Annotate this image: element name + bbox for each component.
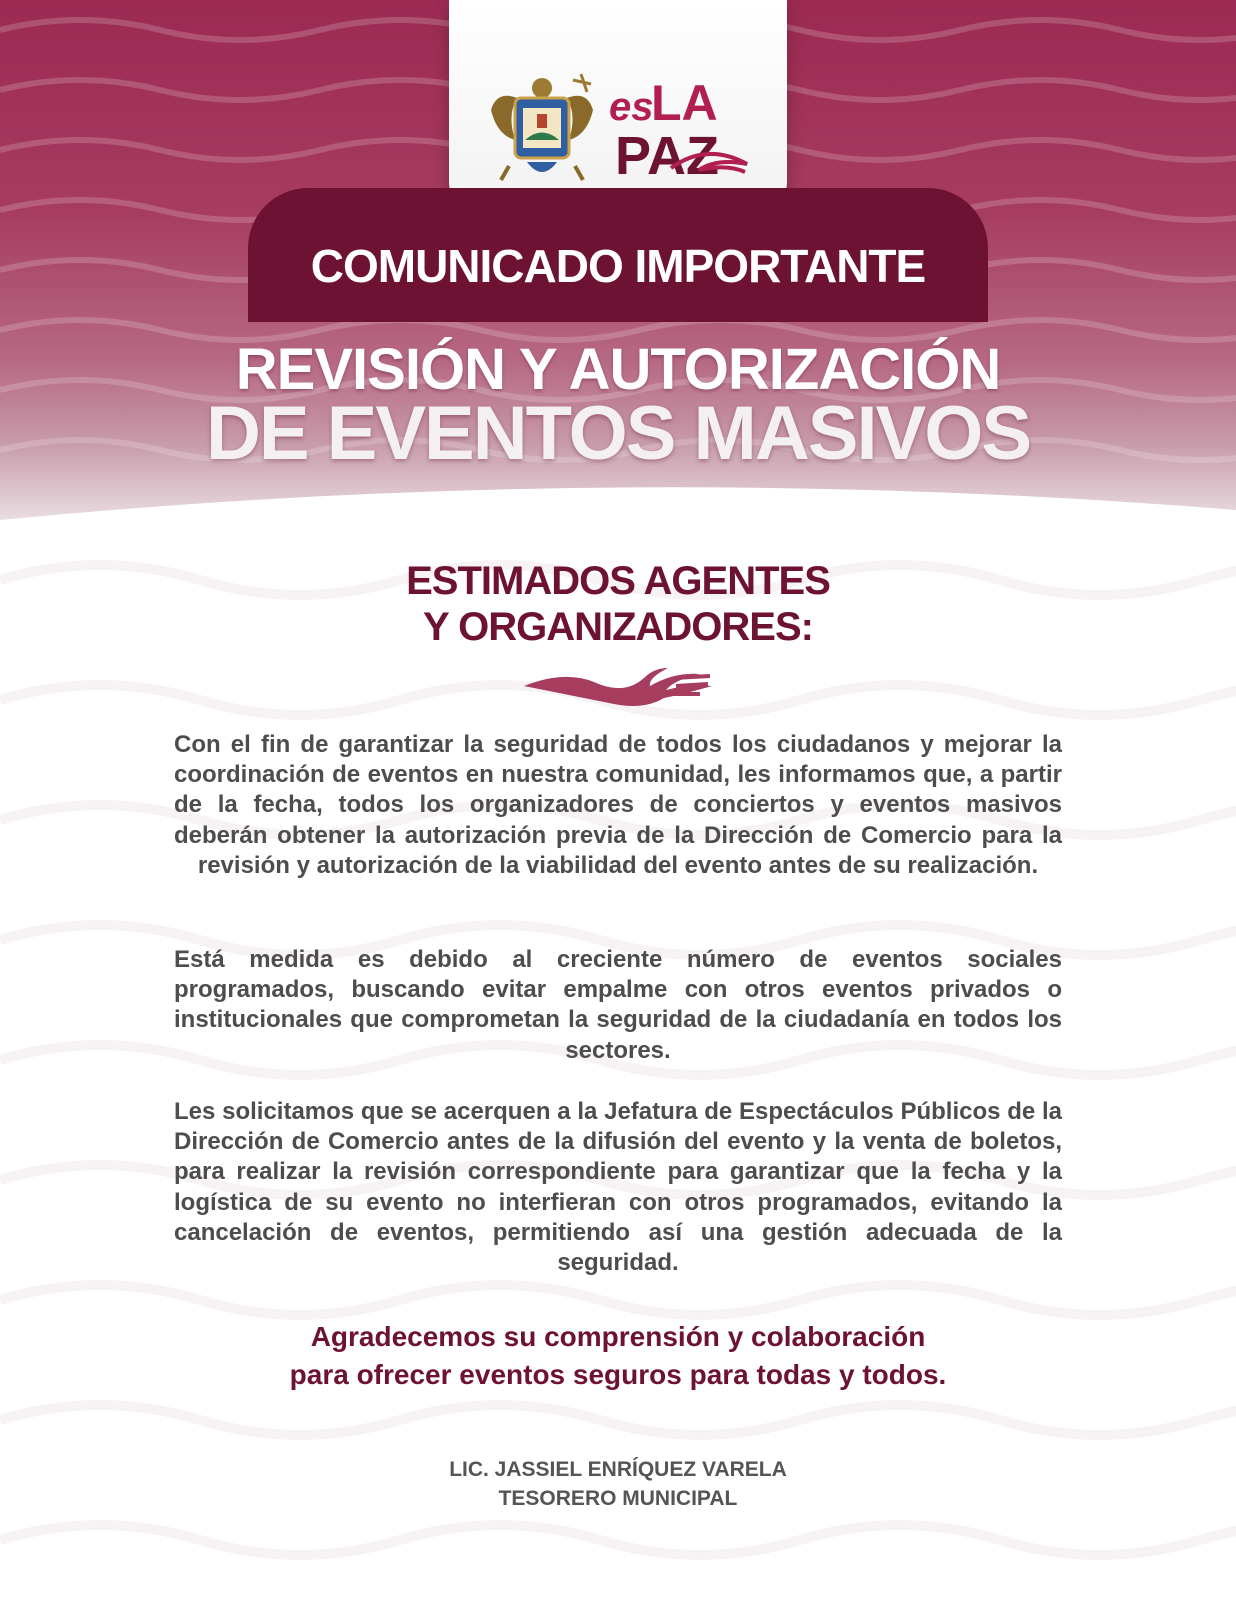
brand-logo [607,68,757,188]
signer-name: LIC. JASSIEL ENRÍQUEZ VARELA [449,1458,787,1481]
thanks-line-1: Agradecemos su comprensión y colaboración [310,1321,926,1352]
brand-logo-prefix: es [609,85,654,129]
paragraph-2: Está medida es debido al creciente número de eventos sociales programados, buscando evitar empalme con otros eventos privados o institucionales que comprometan la seguridad de la ciudadanía en todos los sectores. [174,946,1062,1064]
logo-card [449,0,787,210]
thanks-line-2: para ofrecer eventos seguros para todas y todos. [289,1359,947,1390]
header-bottom-curve [0,470,1236,520]
greeting-line-1: ESTIMADOS AGENTES [406,559,830,603]
thanks-message [0,1318,1236,1394]
title-line-2: DE EVENTOS MASIVOS [205,391,1031,476]
paragraph-3: Les solicitamos que se acerquen a la Jefatura de Espectáculos Públicos de la Dirección de Comercio antes de la difusión del evento y la venta de boletos, para realizar la revisión correspondiente para garantizar que la fecha y la logística de su evento no interfieran con otros programados, evitando la cancelación de eventos, permitiendo así una gestión adecuada de la seguridad. [174,1098,1062,1277]
brand-logo-word2: PAZ [615,126,719,186]
title-line-1: REVISIÓN Y AUTORIZACIÓN [235,337,1001,402]
greeting-heading [0,558,1236,650]
paragraph-1: Con el fin de garantizar la seguridad de todos los ciudadanos y mejorar la coordinación de eventos en nuestra comunidad, les informamos que, a partir de la fecha, todos los organizadores de conciertos y eventos masivos deberán obtener la autorización previa de la Dirección de Comercio para la revisión y autorización de la viabilidad del evento antes de su realización. [174,731,1062,879]
brand-logo-word1: LA [651,75,718,131]
signer-title: TESORERO MUNICIPAL [498,1487,738,1510]
wave-divider-icon [524,664,712,712]
coat-of-arms-icon [487,70,597,188]
greeting-line-2: Y ORGANIZADORES: [423,605,813,649]
banner-title: COMUNICADO IMPORTANTE [310,240,926,292]
